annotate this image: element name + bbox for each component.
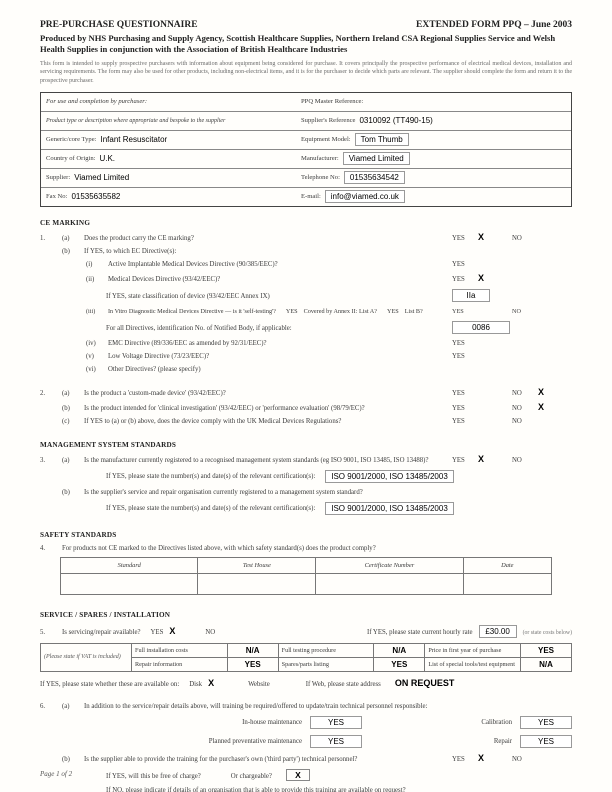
no-label: NO xyxy=(512,307,521,315)
question-number: 2. xyxy=(40,389,46,397)
repair-information-value[interactable]: YES xyxy=(227,657,278,671)
chargeable-mark[interactable]: X xyxy=(286,769,310,781)
yes-mark[interactable]: X xyxy=(478,752,485,763)
q6b-organisation-row xyxy=(40,787,572,792)
question-text: Other Directives? (please specify) xyxy=(108,365,201,373)
fax-label: Fax No: xyxy=(46,193,68,201)
list-b-label: List B? xyxy=(404,307,423,315)
yes-label: YES xyxy=(452,404,465,412)
test-house-cell[interactable] xyxy=(198,573,316,594)
question-text: If YES, to which EC Directive(s): xyxy=(84,247,177,255)
certification-row-manufacturer xyxy=(40,470,572,483)
repair-label: Repair xyxy=(493,737,512,745)
info-row-type-model xyxy=(41,130,571,149)
info-row-supplier-telephone xyxy=(41,168,571,187)
yes-label: YES xyxy=(452,389,465,397)
section-ce-marking-title: CE MARKING xyxy=(40,218,91,227)
certification-label: If YES, please state the number(s) and date(s) of the relevant certification(s): xyxy=(106,504,316,512)
list-a-yes-label: YES xyxy=(387,307,399,315)
no-label: NO xyxy=(512,417,522,425)
yes-label: YES xyxy=(452,352,465,360)
notified-body-number-value[interactable]: 0086 xyxy=(452,321,510,334)
fax-value[interactable]: 01535635582 xyxy=(71,192,121,202)
question-letter: (a) xyxy=(62,389,70,397)
q2a-row xyxy=(40,388,572,397)
yes-label: YES xyxy=(452,339,465,347)
no-label: NO xyxy=(512,234,522,242)
question-letter: (b) xyxy=(62,247,70,255)
generic-type-label: Generic/core Type: xyxy=(46,136,97,144)
availability-row xyxy=(40,678,572,688)
website-label: Website xyxy=(248,680,270,688)
classification-label: If YES, state classification of device (93/42/EEC Annex IX) xyxy=(106,292,270,300)
supplier-value[interactable]: Viamed Limited xyxy=(74,173,130,183)
question-letter: (iv) xyxy=(86,339,96,347)
question-number: 4. xyxy=(40,544,46,552)
country-of-origin-label: Country of Origin: xyxy=(46,155,96,163)
generic-type-value[interactable]: Infant Resuscitator xyxy=(100,135,168,145)
safety-table-header-row xyxy=(61,557,552,573)
q1b-iii-row xyxy=(40,308,572,315)
q4-row xyxy=(40,545,572,552)
current-rate-label: If YES, please state current hourly rate xyxy=(366,628,473,636)
yes-label: YES xyxy=(452,417,465,425)
section-service-spares-title: SERVICE / SPARES / INSTALLATION xyxy=(40,610,171,619)
no-label: NO xyxy=(205,628,216,636)
telephone-value[interactable]: 01535634542 xyxy=(344,171,405,184)
question-text: In Vitro Diagnostic Medical Devices Directive — is it 'self-testing'? xyxy=(108,307,276,315)
special-tools-label: List of special tools/test equipment xyxy=(425,657,521,671)
q6b-charge-row xyxy=(40,769,572,781)
yes-label: YES xyxy=(452,260,465,268)
question-letter: (a) xyxy=(62,234,70,242)
manufacturer-label: Manufacturer: xyxy=(301,155,339,163)
document-header xyxy=(40,20,572,30)
question-letter: (iii) xyxy=(86,307,96,315)
q1b-row xyxy=(40,248,572,255)
question-number: 1. xyxy=(40,234,46,242)
question-text: In addition to the service/repair details above, will training be required/offered to update/train technical personnel responsible: xyxy=(84,702,428,710)
question-text: Is the supplier's service and repair organisation currently registered to a management system standard? xyxy=(84,488,363,496)
email-label: E-mail: xyxy=(301,193,321,201)
info-row-reference-header xyxy=(41,93,571,111)
yes-mark[interactable]: X xyxy=(478,231,485,242)
organisation-details-label: If NO, please indicate if details of an organisation that is able to provide this training are available on request? xyxy=(106,786,406,792)
notified-body-label: For all Directives, identification No. of Notified Body, if applicable: xyxy=(106,324,292,332)
special-tools-value[interactable]: N/A xyxy=(521,657,572,671)
q6b-row xyxy=(40,754,572,763)
yes-label: YES xyxy=(452,755,465,763)
q3b-row xyxy=(40,489,572,496)
disk-label: Disk xyxy=(189,680,203,688)
q1b-ii-row xyxy=(40,274,572,283)
rate-note: (or state costs below) xyxy=(522,629,572,636)
column-header-standard: Standard xyxy=(61,557,198,573)
question-text: Is servicing/repair available? xyxy=(62,628,141,636)
question-letter: (v) xyxy=(86,352,94,360)
question-letter: (b) xyxy=(62,404,70,412)
question-text: If YES to (a) or (b) above, does the device comply with the UK Medical Devices Regulations? xyxy=(84,417,342,425)
q1b-iv-row xyxy=(40,340,572,347)
question-letter: (i) xyxy=(86,260,93,268)
question-letter: (a) xyxy=(62,456,70,464)
notified-body-row xyxy=(40,321,572,334)
form-edition: EXTENDED FORM PPQ – June 2003 xyxy=(416,20,572,30)
question-text: Is the supplier able to provide the training for the purchaser's own ('third party') technical personnel? xyxy=(84,755,358,763)
document-title: PRE-PURCHASE QUESTIONNAIRE xyxy=(40,20,198,30)
current-rate-value[interactable]: £30.00 xyxy=(479,625,517,638)
repair-information-label: Repair information xyxy=(132,657,228,671)
annex-ii-list-a-label: Covered by Annex II: List A? xyxy=(303,307,377,315)
question-text: Is the product intended for 'clinical investigation' (93/42/EEC) or 'performance evaluation' (98/79/EC)? xyxy=(84,404,365,412)
q1b-i-row xyxy=(40,261,572,268)
standard-cell[interactable] xyxy=(61,573,198,594)
equipment-model-label: Equipment Model: xyxy=(301,136,351,144)
installation-costs-label: Full installation costs xyxy=(132,643,228,657)
spares-listing-value[interactable]: YES xyxy=(374,657,425,671)
info-row-fax-email xyxy=(41,187,571,206)
testing-procedure-value[interactable]: N/A xyxy=(374,643,425,657)
training-row-2 xyxy=(40,735,572,748)
calibration-value[interactable]: YES xyxy=(520,716,572,729)
no-mark[interactable]: X xyxy=(538,401,545,412)
calibration-label: Calibration xyxy=(481,718,512,726)
supplier-reference-label: Supplier's Reference xyxy=(301,117,356,125)
question-letter: (vi) xyxy=(86,365,96,373)
service-org-certification-value[interactable]: ISO 9001/2000, ISO 13485/2003 xyxy=(325,502,454,515)
no-label: NO xyxy=(512,389,522,397)
ppq-master-reference-label: PPQ Master Reference: xyxy=(301,98,364,106)
manufacturer-certification-value[interactable]: ISO 9001/2000, ISO 13485/2003 xyxy=(325,470,454,483)
q2b-row xyxy=(40,403,572,412)
for-use-label: For use and completion by purchaser: xyxy=(46,98,148,106)
q1b-v-row xyxy=(40,353,572,360)
question-letter: (b) xyxy=(62,488,70,496)
yes-label: YES xyxy=(452,275,465,283)
question-number: 6. xyxy=(40,702,46,710)
question-text: EMC Directive (89/336/EEC as amended by 92/31/EEC)? xyxy=(108,339,267,347)
web-address-label: If Web, please state address xyxy=(305,680,381,688)
device-classification-value[interactable]: IIa xyxy=(452,289,490,302)
yes-label: YES xyxy=(452,234,465,242)
question-text: Active Implantable Medical Devices Directive (90/385/EEC)? xyxy=(108,260,278,268)
q2c-row xyxy=(40,418,572,425)
yes-mark[interactable]: X xyxy=(478,453,485,464)
question-letter: (b) xyxy=(62,755,70,763)
column-header-certificate-number: Certificate Number xyxy=(316,557,463,573)
disk-mark[interactable]: X xyxy=(208,677,215,688)
certification-label: If YES, please state the number(s) and date(s) of the relevant certification(s): xyxy=(106,472,316,480)
service-table-row xyxy=(41,643,572,657)
yes-label: YES xyxy=(452,456,465,464)
yes-label: YES xyxy=(150,628,164,636)
no-mark[interactable]: X xyxy=(538,386,545,397)
info-row-supplier-reference xyxy=(41,111,571,130)
vat-note: (Please state if VAT is included) xyxy=(41,643,132,671)
column-header-date: Date xyxy=(463,557,551,573)
planned-maintenance-value[interactable]: YES xyxy=(310,735,362,748)
q3a-row xyxy=(40,455,572,464)
manufacturer-value[interactable]: Viamed Limited xyxy=(343,152,410,165)
section-management-standards-title: MANAGEMENT SYSTEM STANDARDS xyxy=(40,440,177,449)
training-row-1 xyxy=(40,716,572,729)
produced-by-text: Produced by NHS Purchasing and Supply Agency, Scottish Healthcare Supplies, Northern Ireland CSA Regional Supplies Service and Welsh Health Supplies in conjunction with the Association of British Healthcare Industries xyxy=(40,33,556,55)
certification-row-service-org xyxy=(40,502,572,515)
supplier-reference-value[interactable]: 0310092 (TT490-15) xyxy=(359,116,433,126)
repair-value[interactable]: YES xyxy=(520,735,572,748)
product-note: Product type or description where appropriate and bespoke to the supplier xyxy=(46,117,226,124)
question-text: Is the product a 'custom-made device' (93/42/EEC)? xyxy=(84,389,226,397)
email-value[interactable]: info@viamed.co.uk xyxy=(325,190,405,203)
chargeable-label: Or chargeable? xyxy=(230,772,272,780)
in-house-maintenance-value[interactable]: YES xyxy=(310,716,362,729)
no-label: NO xyxy=(512,404,522,412)
product-info-box xyxy=(40,92,572,207)
question-letter: (ii) xyxy=(86,275,95,283)
column-header-test-house: Test House xyxy=(198,557,316,573)
spares-listing-label: Spares/parts listing xyxy=(278,657,374,671)
q1a-row xyxy=(40,233,572,242)
in-house-maintenance-label: In-house maintenance xyxy=(242,718,302,726)
availability-label: If YES, please state whether these are available on: xyxy=(40,680,180,688)
first-year-price-label: Price in first year of purchase xyxy=(425,643,521,657)
yes-label: YES xyxy=(452,307,464,315)
q5-row xyxy=(40,625,572,638)
supplier-label: Supplier: xyxy=(46,174,71,182)
safety-table-empty-row xyxy=(61,573,552,594)
date-cell[interactable] xyxy=(463,573,551,594)
equipment-model-value[interactable]: Tom Thumb xyxy=(355,133,409,146)
question-text: Low Voltage Directive (73/23/EEC)? xyxy=(108,352,210,360)
country-of-origin-value[interactable]: U.K. xyxy=(99,154,116,164)
info-row-country-manufacturer xyxy=(41,149,571,168)
question-text: Medical Devices Directive (93/42/EEC)? xyxy=(108,275,221,283)
section-safety-standards-title: SAFETY STANDARDS xyxy=(40,530,117,539)
page-number: Page 1 of 2 xyxy=(40,770,73,778)
yes-mark[interactable]: X xyxy=(169,625,176,636)
testing-procedure-label: Full testing procedure xyxy=(278,643,374,657)
q1b-vi-row xyxy=(40,366,572,373)
first-year-price-value[interactable]: YES xyxy=(521,643,572,657)
no-label: NO xyxy=(512,456,522,464)
certificate-number-cell[interactable] xyxy=(316,573,463,594)
question-number: 3. xyxy=(40,456,46,464)
question-text: Is the manufacturer currently registered to a recognised management system standards (eg ISO 9001, ISO 13485, ISO 13488)? xyxy=(84,456,429,464)
planned-maintenance-label: Planned preventative maintenance xyxy=(208,737,302,745)
no-label: NO xyxy=(512,755,522,763)
question-text: For products not CE marked to the Directives listed above, with which safety standard(s) does the product comply? xyxy=(62,544,376,552)
question-text: Does the product carry the CE marking? xyxy=(84,234,194,242)
web-address-value[interactable]: ON REQUEST xyxy=(394,677,455,688)
installation-costs-value[interactable]: N/A xyxy=(227,643,278,657)
service-costs-table xyxy=(40,643,572,672)
q6a-row xyxy=(40,703,572,710)
self-testing-yes-label: YES xyxy=(285,307,298,315)
question-letter: (a) xyxy=(62,702,70,710)
classification-row xyxy=(40,289,572,302)
intro-paragraph: This form is intended to supply prospective purchasers with information about equipment being considered for purchase. It covers principally the prospective performance of electrical medical devices, installation and servicing requirements. The form may also be used for other products, including non-electrical items, and it is for the purchaser to decide which parts are relevant. The supplier should complete the form and return it to the prospective purchaser. xyxy=(40,61,572,84)
telephone-label: Telephone No: xyxy=(301,174,340,182)
yes-mark[interactable]: X xyxy=(478,272,485,283)
question-number: 5. xyxy=(40,628,46,636)
safety-standards-table xyxy=(60,557,552,595)
question-letter: (c) xyxy=(62,417,70,425)
free-of-charge-label: If YES, will this be free of charge? xyxy=(106,772,201,780)
